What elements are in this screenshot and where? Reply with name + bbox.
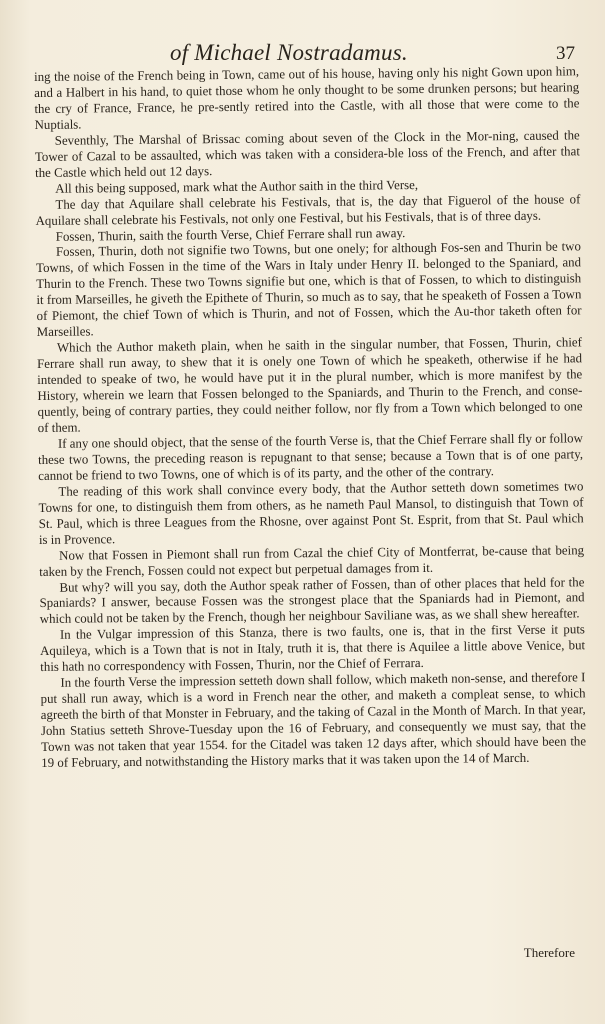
paragraph: In the fourth Verse the impression setteth down shall follow, which maketh non-sense, and therefore I put shall run away, which is a word in French near the other, and maketh a compleat sense, to which agreeth the birth of that Monster in February, and the taking of Cazal in the Month of March. In that year, John Statius setteth Shrove-Tuesday upon the 16 of February, and consequently we must say, that the Town was not taken that year 1554. for the Citadel was taken 12 days after, which should have been the 19 of February, and notwithstanding the History marks that it was taken upon the 14 of March. bbox=[40, 670, 587, 770]
paragraph: Fossen, Thurin, saith the fourth Verse, Chief Ferrare shall run away. bbox=[55, 225, 406, 244]
body-text bbox=[34, 64, 586, 772]
paragraph: Fossen, Thurin, doth not signifie two Towns, but one onely; for although Fos-sen and Thurin be two Towns, of which Fossen in the time of the Wars in Italy under Henry II. belonged to the Spaniard, and Thurin to the French. These two Towns signifie but one, which is that of Fossen, to which to distinguish it from Marseilles, he giveth the Epithete of Thurin, so much as to say, that he speaketh of Fossen a Town of Piemont, the chief Town of which is Thurin, and not of Fossen, which the Au-thor taketh often for Marseilles. bbox=[36, 239, 582, 340]
paragraph: Seventhly, The Marshal of Brissac coming about seven of the Clock in the Mor-ning, caused the Tower of Cazal to be assaulted, which was taken with a considera-ble loss of the French, and after that the Castle which held out 12 days. bbox=[34, 128, 580, 180]
paragraph: Which the Author maketh plain, when he saith in the singular number, that Fossen, Thurin, chief Ferrare shall run away, to shew that it is onely one Town of which he speaketh, otherwise if he had intended to speake of two, he would have put it in the plural number, which is more manifest by the History, wherein we learn that Fossen belonged to the Spaniards, and Thurin to the French, and conse-quently, being of contrary parties, they could neither follow, nor fly from a Town which belonged to one of them. bbox=[37, 335, 583, 435]
paragraph: Now that Fossen in Piemont shall run from Cazal the chief City of Montferrat, be-cause that being taken by the French, Fossen could not expect but perpetual damages from it. bbox=[39, 542, 585, 579]
paragraph: But why? will you say, doth the Author speak rather of Fossen, than of other places that held for the Spaniards? I answer, because Fossen was the strongest place that the Spaniards had in Piemont, and which could not be taken by the French, though her neighbour Saviliane was, as we shall shew hereafter. bbox=[39, 574, 585, 627]
paragraph: If any one should object, that the sense of the fourth Verse is, that the Chief Ferrare shall fly or follow these two Towns, the preceding reason is repugnant to that sense; because a Town that is of one party, cannot be friend to two Towns, one of which is of its party, and the other of the contrary. bbox=[38, 431, 584, 483]
paragraph: The day that Aquilare shall celebrate his Festivals, that is, the day that Figuerol of the house of Aquilare shall celebrate his Festivals, not only one Festival, but his Festivals, that is of three days. bbox=[35, 191, 581, 228]
paragraph: The reading of this work shall convince every body, that the Author setteth down sometimes two Towns for one, to distinguish them from others, as he nameth Paul Mansol, to distinguish that Town of St. Paul, which is three Leagues from the Rhosne, over against Pont St. Esprit, from that St. Paul which is in Provence. bbox=[38, 479, 584, 547]
catchword: Therefore bbox=[523, 945, 575, 960]
page-number: 37 bbox=[556, 43, 575, 64]
paragraph: ing the noise of the French being in Town, came out of his house, having only his night Gown upon him, and a Halbert in his hand, to quiet those whom he only thought to be some drunken persons; but hearing the cry of France, France, he pre-sently retired into the Castle, with all those that were come to the Nuptials. bbox=[34, 64, 580, 132]
paragraph: In the Vulgar impression of this Stanza, there is two faults, one is, that in the first Verse it puts Aquileya, which is a Town that is not in Italy, truth it is, that there is Aquilee a little above Venice, but this hath no correspondency with Fossen, Thurin, nor the Chief of Ferrara. bbox=[40, 622, 586, 675]
running-head: of Michael Nostradamus. bbox=[170, 40, 408, 65]
paragraph: All this being supposed, mark what the Author saith in the third Verse, bbox=[55, 177, 419, 196]
